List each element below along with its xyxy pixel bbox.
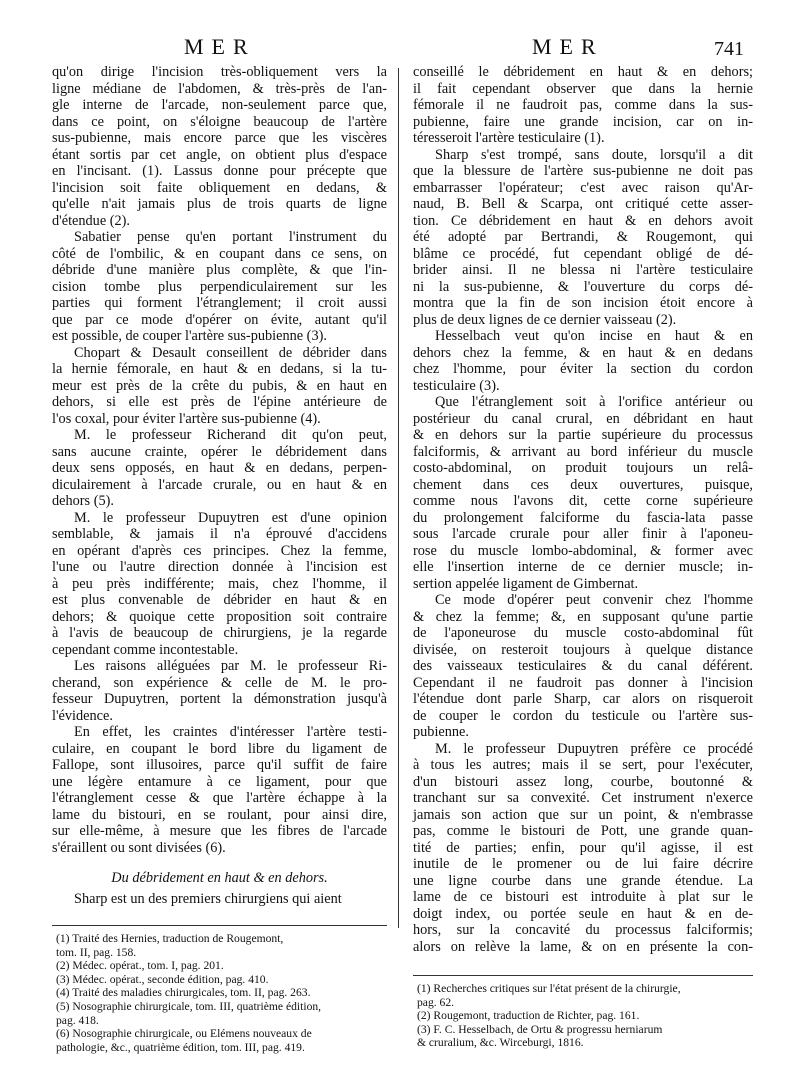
body-line: sous l'arcade crurale pour aller finir à l'aponeu- xyxy=(413,526,753,542)
body-line: l'évidence. xyxy=(52,707,113,724)
body-line: chez l'homme, pour éviter la section du cordon xyxy=(413,361,753,377)
body-line: sur elle-même, à mesure que les fibres de l'arcade xyxy=(52,823,387,839)
body-line: deux sens opposés, en haut & en dedans, perpen- xyxy=(52,460,387,476)
body-line: la hernie fémorale, en haut & en dedans, si la tu- xyxy=(52,361,387,377)
body-line: dehors chez la femme, & en haut & en dedans xyxy=(413,344,753,361)
body-line: Sharp s'est trompé, sans doute, lorsqu'il a dit xyxy=(435,146,753,163)
body-line: cision tombe plus perpendiculairement sur les xyxy=(52,278,387,295)
body-line: lame de ce bistouri est introduite à plat sur le xyxy=(413,889,753,905)
body-line: jamais son action que sur un point, & n'embrasse xyxy=(413,806,753,823)
body-line: cherand, son expérience & celle de M. le pro- xyxy=(52,674,387,691)
body-line: meur est près de la crête du pubis, & en haut en xyxy=(52,377,387,394)
body-line: semblable, & jamais il n'a éprouvé d'accidens xyxy=(52,526,387,542)
body-line: sus-pubienne, mais encore parce que les viscères xyxy=(52,130,387,146)
body-line: fesseur Dupuytren, portent la démonstration jusqu'à xyxy=(52,691,387,707)
body-line: du prolongement falciforme du fascia-lata passe xyxy=(413,509,753,526)
footnote-line: (1) Traité des Hernies, traduction de Rougemont, xyxy=(56,932,284,945)
body-line: Hesselbach veut qu'on incise en haut & en xyxy=(435,328,753,344)
body-line: pas, comme le bistouri de Pott, une grande quan- xyxy=(413,823,753,839)
body-line: dehors (5). xyxy=(52,493,114,509)
footnote-line: (2) Rougemont, traduction de Richter, pag. 161. xyxy=(417,1009,640,1023)
footnote-line: pathologie, &c., quatrième édition, tom. III, pag. 419. xyxy=(56,1040,305,1054)
footnote-line: (2) Médec. opérat., tom. I, pag. 201. xyxy=(56,959,224,973)
body-line: testiculaire (3). xyxy=(413,377,500,394)
body-line: montra que la fin de son incision étoit encore à xyxy=(413,295,753,311)
body-line: tranchant sur sa convexité. Cet instrument n'exerce xyxy=(413,790,753,806)
body-line: dehors; & quoique cette proposition soit contraire xyxy=(52,608,387,625)
body-line: une légère entamure à ce ligament, pour que xyxy=(52,773,387,790)
body-line: des vaisseaux testiculaires & du canal déférent. xyxy=(413,658,753,674)
body-line: sans aucune crainte, opérer le débridement dans xyxy=(52,443,387,460)
body-line: l'étendue dont parle Sharp, car alors on risqueroit xyxy=(413,691,753,707)
section-title: Du débridement en haut & en dehors. xyxy=(111,870,328,886)
footnote-line: (4) Traité des maladies chirurgicales, tom. II, pag. 263. xyxy=(56,986,311,1000)
footnote-line: pag. 62. xyxy=(417,995,455,1009)
body-line: & chez la femme; &, en supposant qu'une partie xyxy=(413,608,753,625)
body-line: l'incision soit faite obliquement en dedans, & xyxy=(52,179,387,196)
body-line: étant sortis par cet angle, on obtient plus d'espace xyxy=(52,146,387,163)
body-line: M. le professeur Dupuytren préfère ce procédé xyxy=(435,740,753,757)
footnote-line: (6) Nosographie chirurgicale, ou Elémens nouveaux de xyxy=(56,1027,312,1041)
body-line: lame du bistouri, en se roulant, pour ainsi dire, xyxy=(52,806,387,823)
body-line: postérieur du canal crural, en débridant en haut xyxy=(413,410,753,427)
body-line: que la blessure de l'artère sus-pubienne ne doit pas xyxy=(413,163,753,179)
body-line: hors, sur la concavité du processus falciformis; xyxy=(413,922,753,938)
body-line: cependant comme incontestable. xyxy=(52,641,239,658)
left-column xyxy=(52,64,387,1054)
body-line: l'une ou l'autre direction donnée à l'incision est xyxy=(52,559,387,575)
body-line: en opérant d'après ces principes. Chez la femme, xyxy=(52,542,387,559)
running-head-right: MER xyxy=(532,34,604,59)
body-line: brider ainsi. Il ne blessa ni l'artère testiculaire xyxy=(413,262,753,278)
body-line: divisée, on resteroit toujours à quelque distance xyxy=(413,641,753,658)
body-line: est plus convenable de débrider en haut & en xyxy=(52,592,387,608)
body-line: d'un bistouri assez long, courbe, boutonné & xyxy=(413,773,753,790)
footnote-line: (5) Nosographie chirurgicale, tom. III, quatrième édition, xyxy=(56,999,322,1013)
left-footnotes xyxy=(52,932,387,1054)
body-line: Les raisons alléguées par M. le professeur Ri- xyxy=(74,658,387,674)
body-line: Chopart & Desault conseillent de débrider dans xyxy=(74,344,387,361)
body-line: parties qui forment l'étranglement; il croit aussi xyxy=(52,295,387,311)
body-line: doigt index, ou portée seule en haut & en de- xyxy=(413,905,753,922)
body-line: ni la sus-pubienne, & l'ouverture du corps dé- xyxy=(413,278,753,295)
body-line: de couper le cordon du testicule ou l'artère sus- xyxy=(413,707,753,724)
body-line: ligne médiane de l'abdomen, & très-près de l'an- xyxy=(52,80,387,97)
footnote-line: & cruralium, &c. Wirceburgi, 1816. xyxy=(417,1036,584,1050)
body-line: M. le professeur Richerand dit qu'on peut, xyxy=(74,427,387,443)
body-line: à l'avis de beaucoup de chirurgiens, je la regarde xyxy=(52,625,387,641)
body-line: débride d'une manière plus complète, & que l'in- xyxy=(52,262,387,278)
right-column-body xyxy=(413,64,753,955)
body-line: qu'on dirige l'incision très-obliquement vers la xyxy=(52,64,387,80)
body-line: une ligne courbe dans une grande étendue. La xyxy=(413,872,753,889)
body-line: comme nous l'avons dit, cette corne supérieure xyxy=(413,493,753,509)
body-line: costo-abdominal, on produit toujours un relâ- xyxy=(413,460,753,476)
body-line: En effet, les craintes d'intéresser l'artère testi- xyxy=(74,724,387,740)
body-line: l'os coxal, pour éviter l'artère sus-pubienne (4). xyxy=(52,410,321,427)
body-line: pubienne. xyxy=(413,724,469,740)
body-line: dans ce point, on s'éloigne beaucoup de l'artère xyxy=(52,113,387,130)
body-line: Fallope, sont illusoires, parce qu'il suffit de faire xyxy=(52,757,387,773)
left-column-body xyxy=(52,64,387,856)
body-line: Que l'étranglement soit à l'orifice antérieur ou xyxy=(435,394,753,410)
footnote-rule xyxy=(413,975,753,976)
body-line: Sharp est un des premiers chirurgiens qui aient xyxy=(74,890,342,907)
body-line: plus de deux lignes de ce dernier vaisseau (2). xyxy=(413,311,677,328)
right-footnotes xyxy=(413,982,753,1050)
body-line: Cependant il ne faudroit pas donner à l'incision xyxy=(413,674,753,691)
body-line: inutile de le promener ou de lui faire décrire xyxy=(413,856,753,872)
body-line: gle interne de l'arcade, non-seulement parce que, xyxy=(52,97,387,113)
body-line: naud, B. Bell & Scarpa, ont critiqué cette asser- xyxy=(413,196,753,212)
body-line: Ce mode d'opérer peut convenir chez l'homme xyxy=(435,592,753,608)
right-column xyxy=(413,64,753,1050)
body-line: sertion appelée ligament de Gimbernat. xyxy=(413,575,639,592)
body-line: l'étranglement cesse & que l'artère échappe à la xyxy=(52,790,387,806)
body-line: & en dehors sur la partie supérieure du processus xyxy=(413,427,753,443)
footnote-line: (3) Médec. opérat., seconde édition, pag. 410. xyxy=(56,972,269,986)
body-line: fémorale il ne faudroit pas, comme dans la sus- xyxy=(413,97,753,113)
page-number: 741 xyxy=(714,38,744,60)
body-line: qu'elle n'ait jamais plus de trois quarts de ligne xyxy=(52,196,387,212)
footnote-line: tom. II, pag. 158. xyxy=(56,945,137,959)
body-line: dehors, si elle est près de l'épine antérieure de xyxy=(52,394,387,410)
body-line: alors on relève la lame, & on en présente la con- xyxy=(413,938,753,955)
body-line: rose du muscle lombo-abdominal, & former avec xyxy=(413,542,753,559)
footnote-line: (1) Recherches critiques sur l'état présent de la chirurgie, xyxy=(417,982,681,995)
body-line: culaire, en coupant le bord libre du ligament de xyxy=(52,740,387,757)
running-head-left: MER xyxy=(184,34,256,59)
body-line: pubienne, faire une grande incision, car on in- xyxy=(413,113,753,130)
body-line: côté de l'ombilic, & en coupant dans ce sens, on xyxy=(52,245,387,262)
body-line: été adopté par Bertrandi, & Rougemont, qui xyxy=(413,229,753,245)
body-line: téresseroit l'artère testiculaire (1). xyxy=(413,130,605,146)
body-line: falciformis, & arrivant au bord inférieur du muscle xyxy=(413,443,753,460)
running-header xyxy=(0,34,800,64)
body-line: tion. Ce débridement en haut & en dehors avoit xyxy=(413,212,753,229)
column-divider xyxy=(398,68,399,928)
body-line: embarrasser l'opérateur; c'est avec raison qu'Ar- xyxy=(413,179,753,196)
body-line: de l'aponeurose du muscle costo-abdominal fût xyxy=(413,625,753,641)
footnote-line: pag. 418. xyxy=(56,1013,99,1027)
body-line: s'éraillent ou sont divisées (6). xyxy=(52,839,226,856)
body-line: chement dans ces deux ouvertures, puisque, xyxy=(413,476,753,493)
body-line: Sabatier pense qu'en portant l'instrument du xyxy=(74,229,387,245)
body-line: est possible, de couper l'artère sus-pubienne (3). xyxy=(52,328,327,344)
body-line: conseillé le débridement en haut & en dehors; xyxy=(413,64,753,80)
body-line: à tous les autres; mais il se sert, pour l'exécuter, xyxy=(413,757,753,773)
body-line: M. le professeur Dupuytren est d'une opinion xyxy=(74,509,387,526)
body-line: tité de parties; enfin, pour qu'il agisse, il est xyxy=(413,839,753,856)
body-line: en l'incisant. (1). Lassus donne pour précepte que xyxy=(52,163,387,179)
body-line: à peu près indifférente; mais, chez l'homme, il xyxy=(52,575,387,592)
body-line: elle l'insertion interne de ce dernier muscle; in- xyxy=(413,559,753,575)
footnote-rule xyxy=(52,925,387,926)
body-line: il fait cependant observer que dans la hernie xyxy=(413,80,753,97)
body-line: blâme ce procédé, fut cependant obligé de dé- xyxy=(413,245,753,262)
body-line: que par ce mode d'opérer on évite, autant qu'il xyxy=(52,311,387,328)
footnote-line: (3) F. C. Hesselbach, de Ortu & progressu herniarum xyxy=(417,1022,663,1036)
body-line: d'étendue (2). xyxy=(52,212,130,229)
body-line: diculairement à l'arcade crurale, ou en haut & en xyxy=(52,476,387,493)
